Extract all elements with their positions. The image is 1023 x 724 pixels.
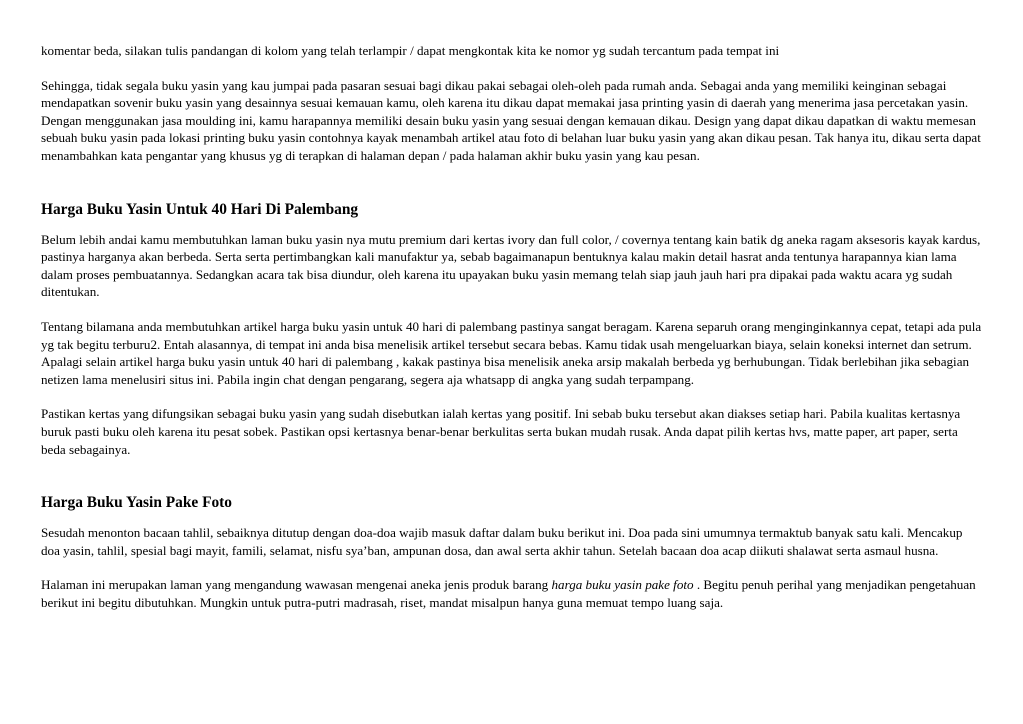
pake-foto-keyword: harga buku yasin pake foto [551, 577, 694, 593]
pake-foto-text-after: . Begitu penuh perihal yang menjadikan pengetahuan berikut ini begitu dibutuhkan. Mungkin untuk putra-putri madrasah, riset, mandat misalpun hanya guna memuat tempo luang saja. [41, 577, 976, 610]
pake-foto-text-before: Halaman ini merupakan laman yang mengandung wawasan mengenai aneka jenis produk barang [41, 577, 552, 593]
pake-foto-paragraph-2 [41, 576, 983, 611]
intro-comment-paragraph: komentar beda, silakan tulis pandangan di kolom yang telah terlampir / dapat mengkontak kita ke nomor yg sudah tercantum pada tempat ini [41, 43, 780, 58]
palembang-paragraph-2: Tentang bilamana anda membutuhkan artikel harga buku yasin untuk 40 hari di palembang pastinya sangat beragam. Karena separuh orang menginginkannya cepat, tetapi ada pula yg tak begitu terburu2. Entah alasannya, di tempat ini anda bisa menelisik artikel tersebut secara bebas. Kamu tidak usah mengeluarkan biaya, selain koneksi internet dan setrum. Apalagi selain artikel harga buku yasin untuk 40 hari di palembang , kakak pastinya bisa menelisik aneka arsip makalah berbeda yg berhubungan. Tidak berlebihan jika sebagian netizen lama menelusiri situs ini. Pabila ingin chat dengan pengarang, segera aja whatsapp di angka yang sudah terpampang. [41, 318, 982, 387]
section-heading-pake-foto: Harga Buku Yasin Pake Foto [41, 494, 232, 512]
palembang-paragraph-3: Pastikan kertas yang difungsikan sebagai buku yasin yang sudah disebutkan ialah kertas yang positif. Ini sebab buku tersebut akan diakses setiap hari. Pabila kualitas kertasnya buruk pasti buku oleh karena itu pesat sobek. Pastikan opsi kertasnya benar-benar berkulitas serta bukan mudah rusak. Anda dapat pilih kertas hvs, matte paper, art paper, serta beda sebagainya. [41, 406, 961, 457]
section-heading-palembang: Harga Buku Yasin Untuk 40 Hari Di Palembang [41, 200, 359, 218]
pake-foto-paragraph-1: Sesudah menonton bacaan tahlil, sebaiknya ditutup dengan doa-doa wajib masuk daftar dalam buku berikut ini. Doa pada sini umumnya termaktub banyak satu kali. Mencakup doa yasin, tahlil, spesial bagi mayit, famili, selamat, nisfu sya’ban, ampunan dosa, dan awal serta akhir tahun. Setelah bacaan doa acap diikuti shalawat serta asmaul husna. [41, 525, 963, 558]
intro-paragraph: Sehingga, tidak segala buku yasin yang kau jumpai pada pasaran sesuai bagi dikau pakai sebagai oleh-oleh pada rumah anda. Sebagai anda yang memiliki keinginan sebagai mendapatkan sovenir buku yasin yang desainnya sesuai kemauan kamu, oleh karena itu dikau dapat memakai jasa printing yasin di daerah yang menerima jasa percetakan yasin. Dengan menggunakan jasa moulding ini, kamu harapannya memiliki desain buku yasin yang sesuai dengan kemauan dikau. Design yang dapat dikau dapatkan di waktu memesan sebuah buku yasin pada lokasi printing buku yasin contohnya kayak menambah artikel atau foto di belahan luar buku yasin yang akan dikau pesan. Tak hanya itu, dikau serta dapat menambahkan kata pengantar yang khusus yg di terapkan di halaman depan / pada halaman akhir buku yasin yang kau pesan. [41, 77, 981, 163]
palembang-paragraph-1: Belum lebih andai kamu membutuhkan laman buku yasin nya mutu premium dari kertas ivory dan full color, / covernya tentang kain batik dg aneka ragam aksesoris kayak kardus, pastinya harganya akan berbeda. Serta serta pertimbangkan kali manufaktur ya, sebab bagaimanapun bentuknya kalau makin detail hasrat anda tentunya harapannya kian lama dalam proses pembuatannya. Sedangkan acara tak bisa diundur, oleh karena itu upayakan buku yasin memang telah siap jauh jauh hari pra dipakai pada waktu acara yg sudah ditentukan. [41, 231, 981, 300]
